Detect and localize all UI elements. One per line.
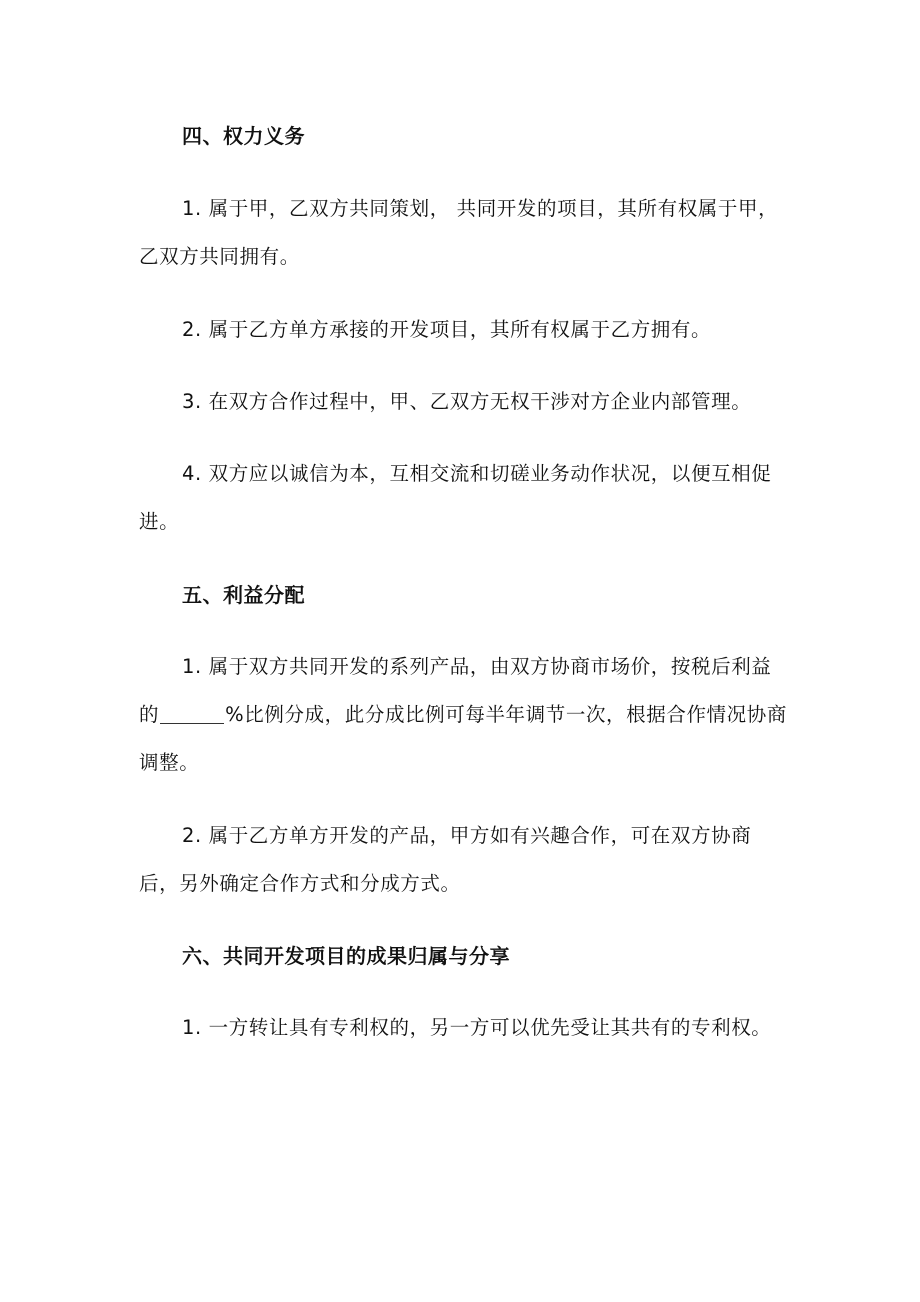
fill-in-blank-line	[160, 703, 224, 724]
paragraph-item: 1. 属于甲，乙双方共同策划， 共同开发的项目，其所有权属于甲，乙双方共同拥有。	[139, 197, 779, 268]
paragraph-item: 4. 双方应以诚信为本，互相交流和切磋业务动作状况，以便互相促进。	[139, 462, 772, 533]
paragraph-item: 2. 属于乙方单方承接的开发项目，其所有权属于乙方拥有。	[182, 318, 712, 341]
section-heading-profit-distribution: 五、利益分配	[182, 583, 305, 607]
section-heading-rights-obligations: 四、权力义务	[182, 124, 305, 148]
section-heading-results-ownership: 六、共同开发项目的成果归属与分享	[182, 944, 510, 968]
paragraph-text-after-blank: %比例分成，此分成比例可每半年调节一次，根据合作情况协商调整。	[139, 703, 787, 774]
paragraph-text-before-blank: 1. 属于双方共同开发的系列产品，由双方协商市场价，按税后利益的	[139, 655, 772, 726]
paragraph-item-with-blank	[139, 643, 789, 787]
paragraph-item: 2. 属于乙方单方开发的产品，甲方如有兴趣合作，可在双方协商后，另外确定合作方式和分成方式。	[139, 824, 752, 895]
paragraph-item: 3. 在双方合作过程中，甲、乙双方无权干涉对方企业内部管理。	[182, 390, 752, 413]
paragraph-item: 1. 一方转让具有专利权的，另一方可以优先受让其共有的专利权。	[182, 1016, 772, 1039]
